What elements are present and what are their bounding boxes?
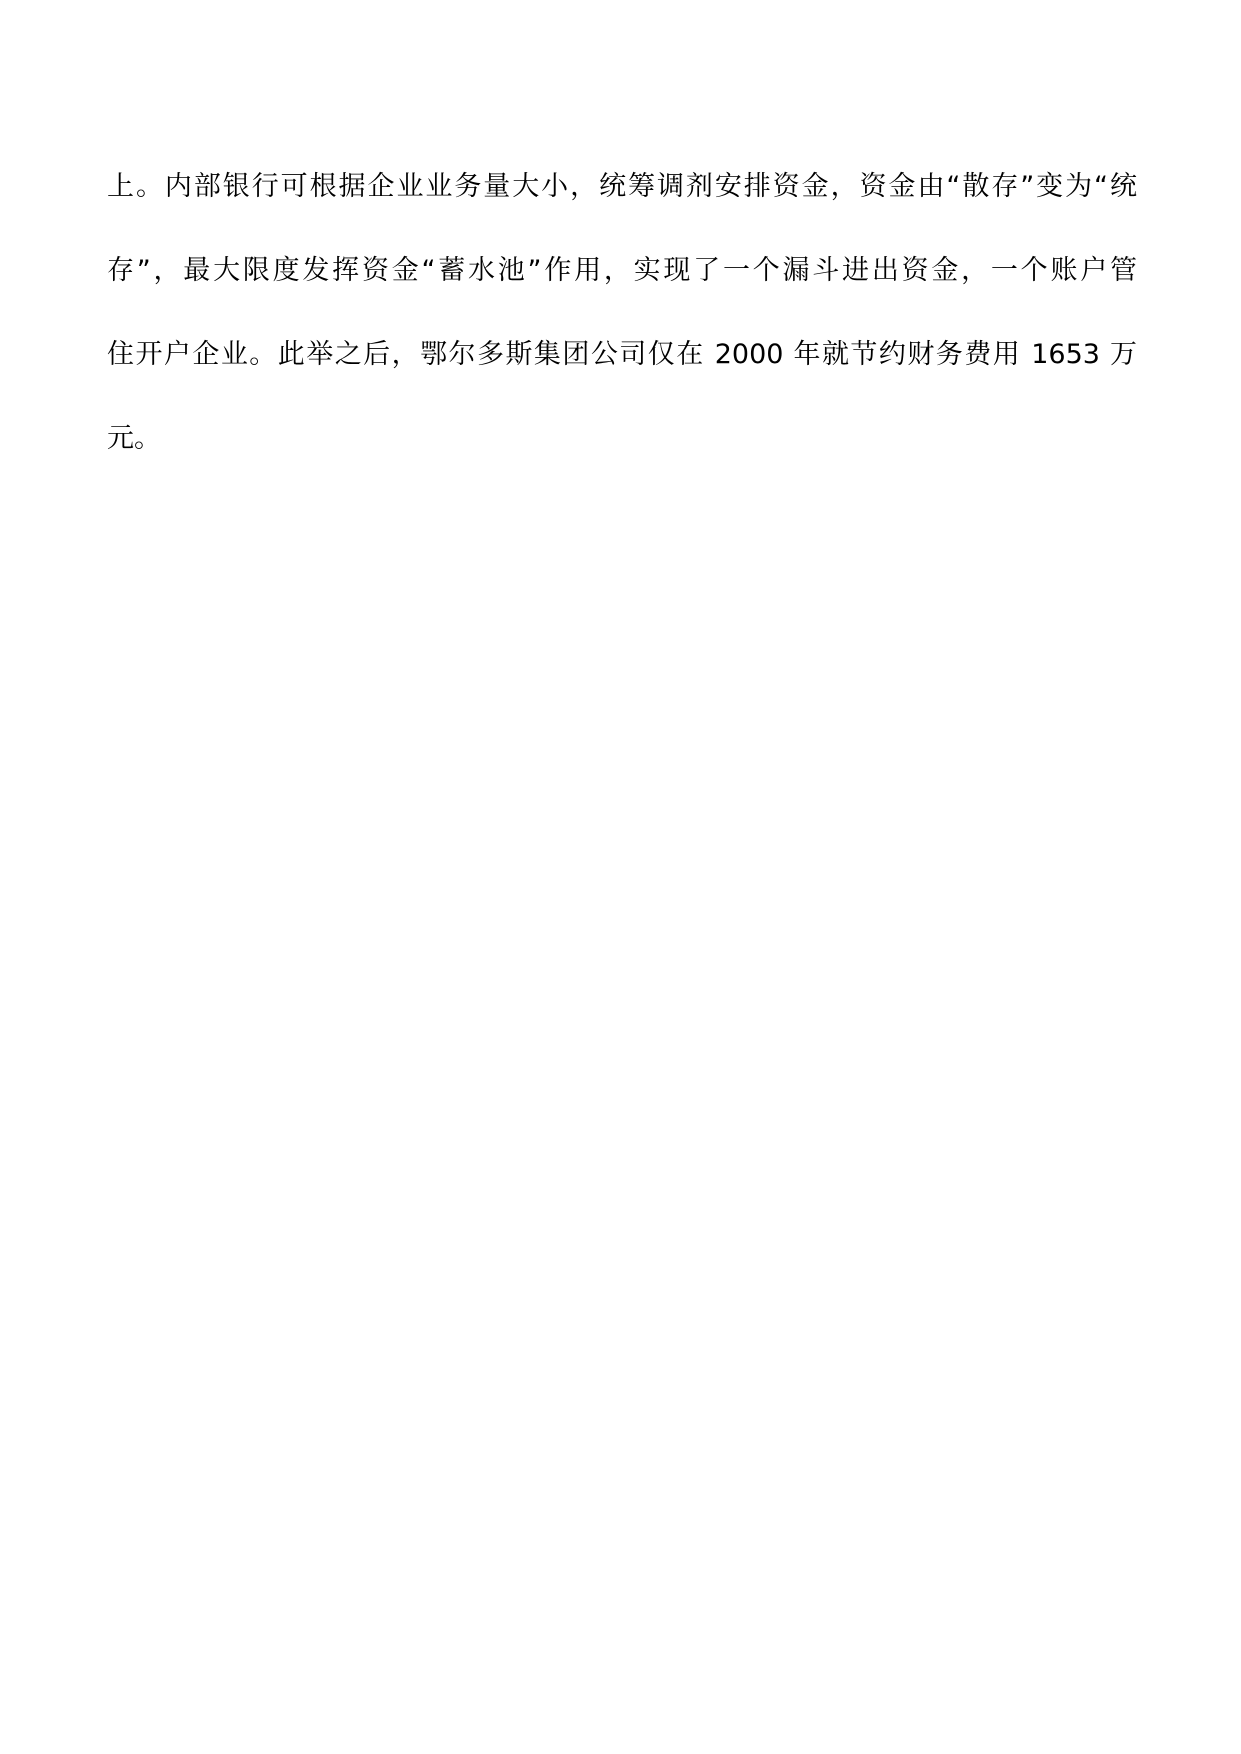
paragraph-line: 元。 bbox=[107, 423, 161, 454]
paragraph-line: 上。内部银行可根据企业业务量大小，统筹调剂安排资金，资金由“散存”变为“统 bbox=[107, 171, 1137, 202]
paragraph-line: 住开户企业。此举之后，鄂尔多斯集团公司仅在 2000 年就节约财务费用 1653 万 bbox=[107, 339, 1137, 370]
paragraph-line: 存”，最大限度发挥资金“蓄水池”作用，实现了一个漏斗进出资金，一个账户管 bbox=[107, 255, 1137, 286]
